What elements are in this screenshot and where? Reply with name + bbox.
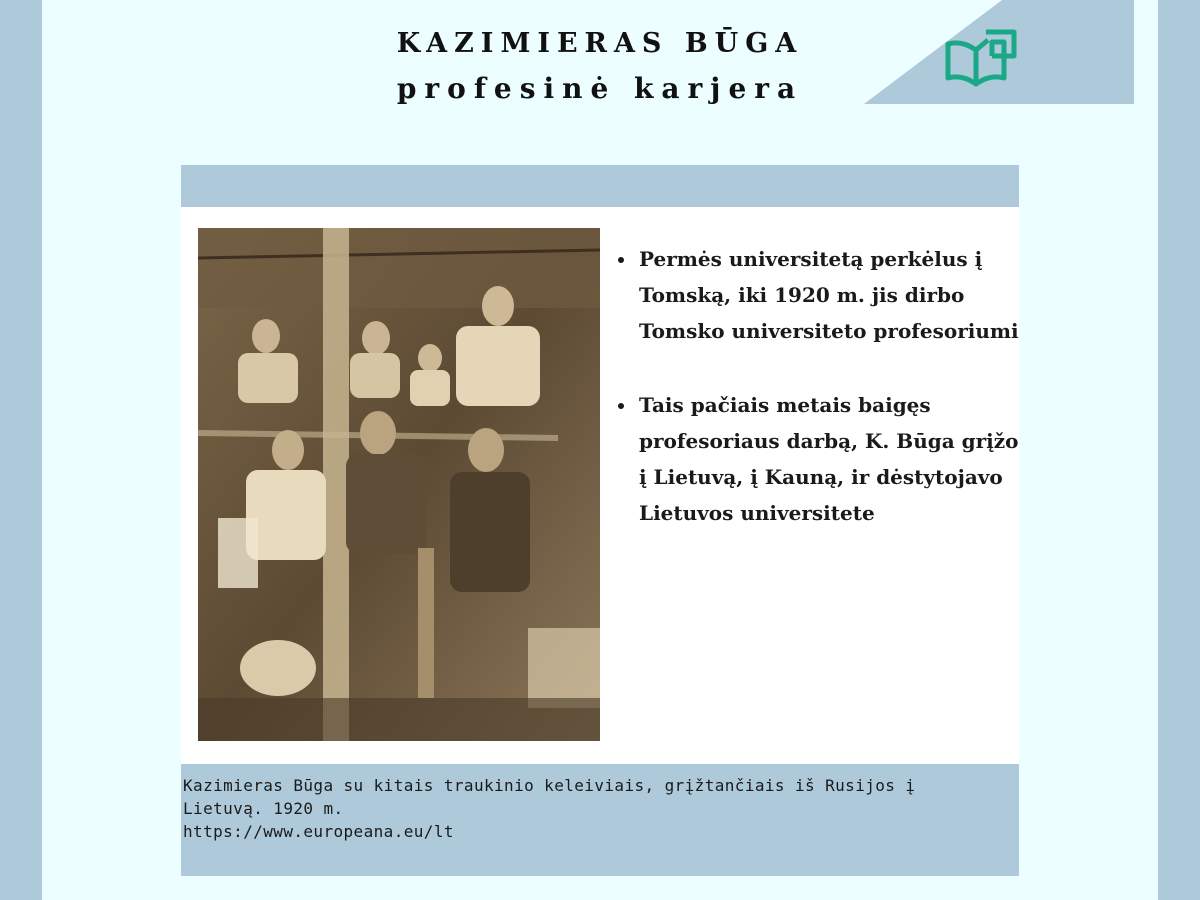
content-card: [181, 165, 1019, 876]
page-title: KAZIMIERAS BŪGA: [396, 28, 804, 59]
photo-caption: [183, 774, 1003, 843]
caption-text: Kazimieras Būga su kitais traukinio keleiviais, grįžtančiais iš Rusijos į Lietuvą. 1920 m.: [183, 776, 926, 818]
bullet-item: • Permės universitetą perkėlus į Tomską, iki 1920 m. jis dirbo Tomsko universiteto profesoriumi: [637, 241, 1029, 349]
sepia-group-photo: [198, 228, 600, 741]
card-header-bar: [181, 165, 1019, 207]
caption-source: https://www.europeana.eu/lt: [183, 822, 454, 841]
bullet-list: [617, 241, 1029, 569]
bullet-item: • Tais pačiais metais baigęs profesoriaus darbą, K. Būga grįžo į Lietuvą, į Kauną, ir dėstytojavo Lietuvos universitete: [637, 387, 1029, 531]
caption-bar: [181, 764, 1019, 876]
page-subtitle: profesinė karjera: [396, 72, 804, 105]
